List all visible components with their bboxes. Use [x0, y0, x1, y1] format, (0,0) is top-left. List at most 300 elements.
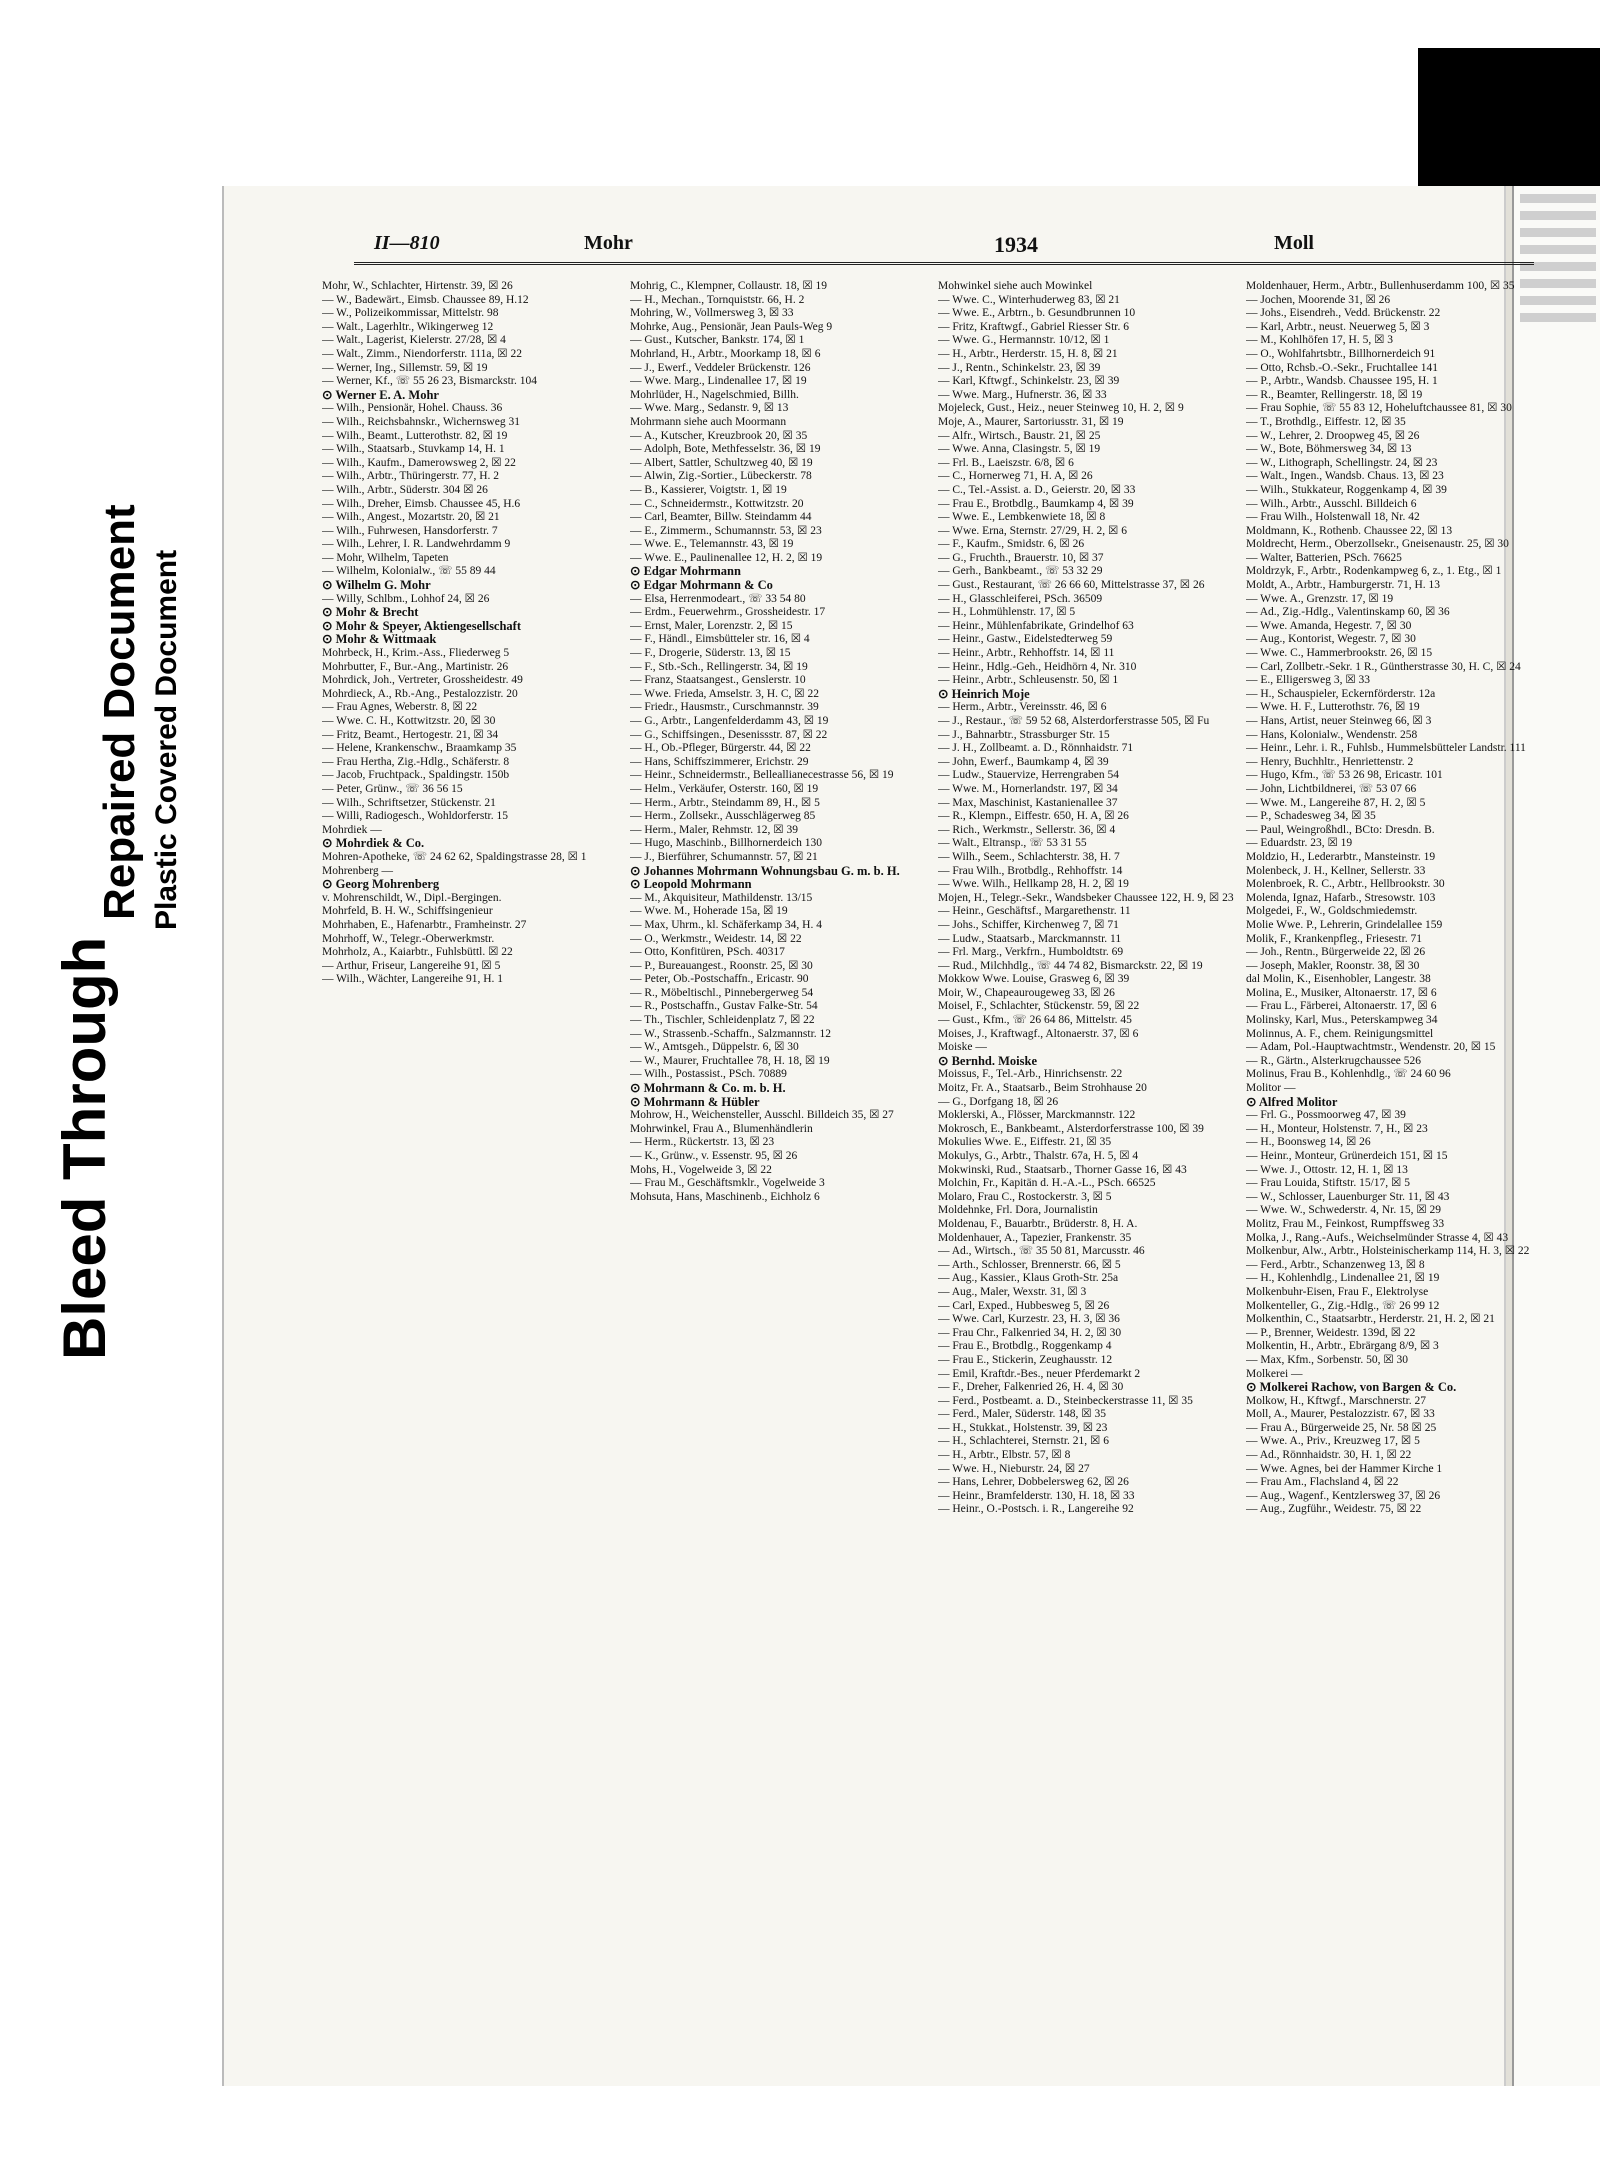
directory-entry: Mohren-Apotheke, ☏ 24 62 62, Spaldingstrasse 28, ☒ 1 [322, 850, 587, 863]
directory-entry: — Wilh., Arbtr., Süderstr. 304 ☒ 26 [322, 483, 488, 496]
directory-entry: — W., Lithograph, Schellingstr. 24, ☒ 23 [1246, 456, 1438, 469]
directory-entry: — Hugo, Maschinb., Billhornerdeich 130 [630, 837, 822, 850]
directory-entry: — H., Mechan., Tornquiststr. 66, H. 2 [630, 293, 805, 306]
directory-entry: — Wwe. Frieda, Amselstr. 3, H. C, ☒ 22 [630, 687, 819, 700]
directory-entry: — Jochen, Moorende 31, ☒ 26 [1246, 293, 1391, 306]
directory-entry: — Aug., Wagenf., Kentzlersweg 37, ☒ 26 [1246, 1489, 1441, 1502]
directory-entry: — Werner, Kf., ☏ 55 26 23, Bismarckstr. 104 [322, 375, 537, 388]
directory-entry: Mohrenberg — [322, 864, 394, 877]
directory-entry: Moje, A., Maurer, Sartoriusstr. 31, ☒ 19 [938, 415, 1124, 428]
directory-entry: — Wilh., Arbtr., Thüringerstr. 77, H. 2 [322, 470, 500, 483]
directory-entry: ⊙ Leopold Mohrmann [630, 877, 752, 892]
header-first-word: Mohr [584, 232, 633, 254]
directory-entry: v. Mohrenschildt, W., Dipl.-Bergingen. [322, 891, 502, 904]
directory-entry: Mohrow, H., Weichensteller, Ausschl. Billdeich 35, ☒ 27 [630, 1109, 894, 1122]
directory-entry: Moldehnke, Frl. Dora, Journalistin [938, 1204, 1098, 1217]
directory-entry: Molkenteller, G., Zig.-Hdlg., ☏ 26 99 12 [1246, 1299, 1440, 1312]
directory-entry: Mohrig, C., Klempner, Collaustr. 18, ☒ 19 [630, 280, 828, 292]
directory-entry: Molitz, Frau M., Feinkost, Rumpffsweg 33 [1246, 1217, 1445, 1230]
directory-entry: — Wilh., Wächter, Langereihe 91, H. 1 [322, 973, 503, 986]
directory-entry: — Adolph, Bote, Methfesselstr. 36, ☒ 19 [630, 443, 821, 456]
directory-entry: — Wilh., Postassist., PSch. 70889 [630, 1068, 787, 1081]
directory-entry: Molina, E., Musiker, Altonaerstr. 17, ☒ 6 [1246, 986, 1437, 999]
directory-entry: — T., Brothdlg., Eiffestr. 12, ☒ 35 [1246, 415, 1406, 428]
directory-entry: — Otto, Konfitüren, PSch. 40317 [630, 946, 785, 959]
directory-entry: — Wwe. Wilh., Hellkamp 28, H. 2, ☒ 19 [938, 878, 1129, 891]
directory-entry: — Heinr., Schneidermstr., Belleallianecestrasse 56, ☒ 19 [630, 769, 894, 782]
page-header [354, 232, 1534, 265]
directory-entry: — Gust., Restaurant, ☏ 26 66 60, Mittelstrasse 37, ☒ 26 [938, 579, 1205, 592]
directory-entry: — W., Amtsgeh., Düppelstr. 6, ☒ 30 [630, 1041, 799, 1054]
directory-entry: — Frl. G., Possmoorweg 47, ☒ 39 [1246, 1109, 1406, 1122]
directory-entry: Molkentin, H., Arbtr., Ebrärgang 8/9, ☒ 3 [1246, 1340, 1439, 1353]
directory-entry: Mohwinkel siehe auch Mowinkel [938, 280, 1093, 292]
directory-entry: — Ad., Zig.-Hdlg., Valentinskamp 60, ☒ 36 [1246, 606, 1450, 619]
directory-entry: — F., Stb.-Sch., Rellingerstr. 34, ☒ 19 [630, 660, 808, 673]
directory-entry: — Willi, Radiogesch., Wohldorferstr. 15 [322, 810, 508, 823]
directory-entry: — Wilh., Angest., Mozartstr. 20, ☒ 21 [322, 511, 500, 524]
directory-entry: — Wwe. C., Hammerbrookstr. 26, ☒ 15 [1246, 647, 1433, 660]
directory-entry: Moldmann, K., Rothenb. Chaussee 22, ☒ 13 [1246, 524, 1453, 537]
directory-entry: — Frau Sophie, ☏ 55 83 12, Hoheluftchaussee 81, ☒ 30 [1246, 402, 1512, 415]
directory-entry: — Emil, Kraftdr.-Bes., neuer Pferdemarkt 2 [938, 1367, 1141, 1380]
directory-entry: — F., Kaufm., Smidstr. 6, ☒ 26 [938, 538, 1085, 551]
header-last-word: Moll [1274, 232, 1314, 254]
directory-entry: — Gust., Kutscher, Bankstr. 174, ☒ 1 [630, 334, 805, 347]
directory-entry: — G., Dorfgang 18, ☒ 26 [938, 1095, 1059, 1108]
directory-entry: — G., Fruchth., Brauerstr. 10, ☒ 37 [938, 551, 1104, 564]
directory-entry: — H., Stukkat., Holstenstr. 39, ☒ 23 [938, 1421, 1108, 1434]
directory-entry: Molgedei, F., W., Goldschmiedemstr. [1246, 905, 1418, 918]
directory-entry: — Fritz, Beamt., Hertogestr. 21, ☒ 34 [322, 728, 499, 741]
directory-entry: — Friedr., Hausmstr., Curschmannstr. 39 [630, 701, 819, 714]
directory-entry: Moldzio, H., Lederarbtr., Mansteinstr. 19 [1246, 850, 1436, 863]
directory-entry: ⊙ Heinrich Moje [938, 686, 1030, 701]
directory-entry: — H., Monteur, Holstenstr. 7, H., ☒ 23 [1246, 1122, 1428, 1135]
directory-entry: — Wilh., Seem., Schlachterstr. 38, H. 7 [938, 850, 1120, 863]
directory-entry: — Carl, Zollbetr.-Sekr. 1 R., Güntherstrasse 30, H. C, ☒ 24 [1246, 660, 1521, 673]
directory-entry: — J., Rentn., Schinkelstr. 23, ☒ 39 [938, 361, 1101, 374]
directory-page [222, 186, 1530, 2086]
directory-entry: — Frau Am., Flachsland 4, ☒ 22 [1246, 1476, 1399, 1489]
directory-entry: — K., Grünw., v. Essenstr. 95, ☒ 26 [630, 1150, 798, 1162]
directory-entry: — Mohr, Wilhelm, Tapeten [322, 551, 449, 564]
directory-entry: — Alwin, Zig.-Sortier., Lübeckerstr. 78 [630, 470, 812, 483]
directory-entry: ⊙ Mohrmann & Co. m. b. H. [630, 1081, 786, 1096]
directory-entry: — C., Schneidermstr., Kottwitzstr. 20 [630, 497, 804, 510]
directory-entry: — Herm., Zollsekr., Ausschlägerweg 85 [630, 810, 816, 823]
directory-entry: Mojen, H., Telegr.-Sekr., Wandsbeker Chaussee 122, H. 9, ☒ 23 [938, 891, 1234, 904]
directory-entry: Moisel, F., Schlachter, Stückenstr. 59, ☒ 22 [938, 1000, 1140, 1013]
directory-entry: — Erdm., Feuerwehrm., Grossheidestr. 17 [630, 606, 826, 619]
directory-entry: Molitor — [1246, 1082, 1296, 1095]
directory-entry: — Wwe. Erna, Sternstr. 27/29, H. 2, ☒ 6 [938, 524, 1127, 537]
directory-entry: — Ernst, Maler, Lorenzstr. 2, ☒ 15 [630, 619, 793, 632]
directory-entry: — Frau A., Bürgerweide 25, Nr. 58 ☒ 25 [1246, 1421, 1437, 1434]
directory-entry: — J., Bierführer, Schumannstr. 57, ☒ 21 [630, 850, 818, 863]
directory-entry: Moitz, Fr. A., Staatsarb., Beim Strohhause 20 [938, 1082, 1147, 1095]
directory-entry: — Joh., Rentn., Bürgerweide 22, ☒ 26 [1246, 946, 1426, 959]
directory-entry: — Heinr., Monteur, Grünerdeich 151, ☒ 15 [1246, 1150, 1448, 1162]
directory-entry: — H., Schlachterei, Sternstr. 21, ☒ 6 [938, 1435, 1109, 1448]
directory-entry: — Frl. Marg., Verkfrn., Humboldtstr. 69 [938, 946, 1124, 959]
directory-entry: — R., Klempn., Eiffestr. 650, H. A, ☒ 26 [938, 810, 1129, 823]
directory-entry: — H., Boonsweg 14, ☒ 26 [1246, 1136, 1371, 1149]
directory-entry: Molka, J., Rang.-Aufs., Weichselmünder Strasse 4, ☒ 43 [1246, 1231, 1509, 1244]
directory-entry: — Henry, Buchhltr., Henriettenstr. 2 [1246, 755, 1414, 768]
directory-entry: — Wwe. Marg., Hufnerstr. 36, ☒ 33 [938, 388, 1107, 401]
directory-entry: — Adam, Pol.-Hauptwachtmstr., Wendenstr. 20, ☒ 15 [1246, 1041, 1496, 1054]
directory-entry: — H., Schauspieler, Eckernförderstr. 12a [1246, 687, 1436, 700]
directory-entry: — Max, Maschinist, Kastanienallee 37 [938, 796, 1118, 809]
directory-entry: — H., Arbtr., Elbstr. 57, ☒ 8 [938, 1449, 1071, 1462]
directory-entry: — H., Kohlenhdlg., Lindenallee 21, ☒ 19 [1246, 1272, 1440, 1285]
directory-entry: — Wwe. Agnes, bei der Hammer Kirche 1 [1246, 1462, 1443, 1475]
directory-entry: — Wwe. M., Hornerlandstr. 197, ☒ 34 [938, 782, 1118, 795]
directory-entry: — B., Kassierer, Voigtstr. 1, ☒ 19 [630, 483, 787, 496]
directory-entry: Molkow, H., Kftwgf., Marschnerstr. 27 [1246, 1394, 1427, 1407]
directory-entry: — Frau Wilh., Brotbdlg., Rehhoffstr. 14 [938, 864, 1123, 877]
directory-entry: — H., Glasschleiferei, PSch. 36509 [938, 592, 1103, 605]
directory-entry: — F., Händl., Eimsbütteler str. 16, ☒ 4 [630, 633, 810, 646]
directory-entry: — Frau E., Brotbdlg., Baumkamp 4, ☒ 39 [938, 497, 1134, 510]
directory-entry: — Karl, Kftwgf., Schinkelstr. 23, ☒ 39 [938, 375, 1120, 388]
directory-entry: — Paul, Weingroßhdl., BCto: Dresdn. B. [1246, 823, 1435, 836]
directory-entry: — Walter, Batterien, PSch. 76625 [1246, 551, 1402, 564]
directory-entry: — Arth., Schlosser, Brennerstr. 66, ☒ 5 [938, 1258, 1121, 1271]
directory-entry: Moiske — [938, 1041, 987, 1054]
directory-entry: — Wilh., Schriftsetzer, Stückenstr. 21 [322, 796, 496, 809]
directory-entry: — Wilh., Arbtr., Ausschl. Billdeich 6 [1246, 497, 1417, 510]
directory-entry: — Frau Hertha, Zig.-Hdlg., Schäferstr. 8 [322, 755, 510, 768]
directory-entry: ⊙ Georg Mohrenberg [322, 877, 440, 892]
directory-entry: — Wilh., Lehrer, I. R. Landwehrdamm 9 [322, 538, 511, 551]
directory-entry: Mohrhoff, W., Telegr.-Oberwerkmstr. [322, 932, 495, 945]
header-year: 1934 [994, 232, 1038, 257]
directory-entry: — Wilh., Stukkateur, Roggenkamp 4, ☒ 39 [1246, 483, 1447, 496]
directory-entry: — Willy, Schlbm., Lohhof 24, ☒ 26 [322, 592, 490, 605]
directory-entry: — Wilh., Beamt., Lutterothstr. 82, ☒ 19 [322, 429, 508, 442]
directory-entry: — Hans, Schiffszimmerer, Erichstr. 29 [630, 755, 809, 768]
directory-entry: — Wwe. Marg., Lindenallee 17, ☒ 19 [630, 375, 807, 388]
directory-entry: ⊙ Molkerei Rachow, von Bargen & Co. [1246, 1380, 1457, 1395]
directory-entry: — G., Arbtr., Langenfelderdamm 43, ☒ 19 [630, 715, 829, 727]
directory-entry: — Walt., Zimm., Niendorferstr. 111a, ☒ 22 [322, 347, 522, 360]
directory-entry: — R., Beamter, Rellingerstr. 18, ☒ 19 [1246, 388, 1423, 401]
directory-entry: — Arthur, Friseur, Langereihe 91, ☒ 5 [322, 959, 501, 972]
directory-entry: Moissus, F., Tel.-Arb., Hinrichsenstr. 22 [938, 1068, 1123, 1081]
directory-entry: Molenbeck, J. H., Kellner, Sellerstr. 33 [1246, 864, 1426, 877]
directory-entry: Molinus, Frau B., Kohlenhdlg., ☏ 24 60 96 [1246, 1068, 1451, 1081]
directory-entry: — E., Zimmerm., Schumannstr. 53, ☒ 23 [630, 524, 822, 537]
directory-entry: — P., Bureauangest., Roonstr. 25, ☒ 30 [630, 959, 813, 972]
directory-entry: ⊙ Edgar Mohrmann & Co [630, 578, 773, 593]
directory-entry: dal Molin, K., Eisenhobler, Langestr. 38 [1246, 973, 1431, 986]
directory-entry: — Elsa, Herrenmodeart., ☏ 33 54 80 [630, 592, 806, 605]
directory-entry: Mokulys, G., Arbtr., Thalstr. 67a, H. 5, ☒ 4 [938, 1150, 1139, 1162]
directory-entry: Molchin, Fr., Kapitän d. H.-A.-L., PSch. 66525 [938, 1177, 1156, 1190]
directory-entry: — Wwe. Carl, Kurzestr. 23, H. 3, ☒ 36 [938, 1313, 1120, 1326]
directory-entry: Molkenthin, C., Staatsarbtr., Herderstr. 21, H. 2, ☒ 21 [1246, 1313, 1495, 1326]
directory-entry: — Aug., Kontorist, Wegestr. 7, ☒ 30 [1246, 633, 1416, 646]
directory-entry: — Herm., Arbtr., Steindamm 89, H., ☒ 5 [630, 796, 820, 809]
directory-entry: — Wilh., Staatsarb., Stuvkamp 14, H. 1 [322, 443, 505, 456]
directory-entry: — F., Drogerie, Süderstr. 13, ☒ 15 [630, 647, 791, 660]
directory-entry: Mojeleck, Gust., Heiz., neuer Steinweg 10, H. 2, ☒ 9 [938, 402, 1184, 415]
directory-entry: — Wilh., Fuhrwesen, Hansdorferstr. 7 [322, 524, 498, 537]
directory-entry: Mohr, W., Schlachter, Hirtenstr. 39, ☒ 26 [322, 280, 513, 292]
directory-entry: — Wwe. E., Arbtrn., b. Gesundbrunnen 10 [938, 307, 1136, 320]
directory-entry: — Ferd., Arbtr., Schanzenweg 13, ☒ 8 [1246, 1258, 1425, 1271]
directory-entry: — R., Gärtn., Alsterkrugchaussee 526 [1246, 1054, 1422, 1067]
directory-entry: — Hugo, Kfm., ☏ 53 26 98, Ericastr. 101 [1246, 769, 1443, 782]
directory-entry: — Wwe. J., Ottostr. 12, H. 1, ☒ 13 [1246, 1163, 1408, 1176]
directory-entry: ⊙ Wilhelm G. Mohr [322, 578, 431, 593]
directory-entry: — G., Schiffsingen., Desenissstr. 87, ☒ 22 [630, 728, 828, 741]
directory-entry: — Heinr., Gastw., Eidelstedterweg 59 [938, 633, 1113, 646]
repaired-document-label: Repaired Document [95, 504, 144, 920]
directory-entry: ⊙ Mohr & Speyer, Aktiengesellschaft [322, 618, 522, 633]
directory-entry: Moldrzyk, F., Arbtr., Rodenkampweg 6, z., 1. Etg., ☒ 1 [1246, 565, 1502, 578]
directory-entry: — Walt., Ingen., Wandsb. Chaus. 13, ☒ 23 [1246, 470, 1444, 483]
directory-entry: — Hans, Lehrer, Dobbelersweg 62, ☒ 26 [938, 1476, 1129, 1489]
directory-entry: — Heinr., Hdlg.-Geh., Heidhörn 4, Nr. 310 [938, 660, 1137, 673]
directory-entry: — Hans, Kolonialw., Wendenstr. 258 [1246, 728, 1418, 741]
directory-entry: — H., Ob.-Pfleger, Bürgerstr. 44, ☒ 22 [630, 742, 811, 755]
directory-entry: Mohrbutter, F., Bur.-Ang., Martinistr. 26 [322, 660, 509, 673]
directory-entry: — Wwe. H. F., Lutterothstr. 76, ☒ 19 [1246, 701, 1420, 714]
directory-entry: — Johs., Schiffer, Kirchenweg 7, ☒ 71 [938, 918, 1119, 931]
directory-entry: Molkerei — [1246, 1367, 1303, 1380]
directory-entry: — Wwe. E., Telemannstr. 43, ☒ 19 [630, 538, 794, 551]
directory-entry: — Walt., Lagerist, Kielerstr. 27/28, ☒ 4 [322, 334, 506, 347]
directory-entry: Mohrke, Aug., Pensionär, Jean Pauls-Weg 9 [630, 320, 833, 333]
directory-entry: ⊙ Werner E. A. Mohr [322, 387, 439, 402]
directory-entry: — Frau L., Färberei, Altonaerstr. 17, ☒ 6 [1246, 1000, 1437, 1013]
directory-entry: Moklerski, A., Flösser, Marckmannstr. 122 [938, 1109, 1136, 1122]
directory-entry: — Jacob, Fruchtpack., Spaldingstr. 150b [322, 769, 510, 782]
directory-entry: — Rich., Werkmstr., Sellerstr. 36, ☒ 4 [938, 823, 1116, 836]
directory-entry: ⊙ Mohr & Wittmaak [322, 632, 437, 647]
directory-entry: — Wwe. Amanda, Hegestr. 7, ☒ 30 [1246, 619, 1412, 632]
directory-entry: — Helm., Verkäufer, Osterstr. 160, ☒ 19 [630, 782, 819, 795]
directory-entry: — R., Postschaffn., Gustav Falke-Str. 54 [630, 1000, 818, 1013]
directory-entry: — Ad., Rönnhaidstr. 30, H. 1, ☒ 22 [1246, 1449, 1412, 1462]
directory-columns [322, 280, 1562, 2060]
directory-entry: Molkenbuhr-Eisen, Frau F., Elektrolyse [1246, 1285, 1429, 1298]
directory-entry: — Frau E., Brotbdlg., Roggenkamp 4 [938, 1340, 1112, 1353]
directory-entry: — Wilhelm, Kolonialw., ☏ 55 89 44 [322, 565, 496, 578]
directory-entry: — Heinr., Mühlenfabrikate, Grindelhof 63 [938, 619, 1134, 632]
directory-entry: — Helene, Krankenschw., Braamkamp 35 [322, 742, 517, 755]
directory-entry: Molenbroek, R. C., Arbtr., Hellbrookstr. 30 [1246, 878, 1445, 891]
directory-entry: — E., Elligersweg 3, ☒ 33 [1246, 674, 1371, 687]
directory-entry: — Wwe. M., Hoherade 15a, ☒ 19 [630, 905, 788, 918]
directory-entry: — W., Polizeikommissar, Mittelstr. 98 [322, 307, 499, 320]
directory-entry: Mohrhaben, E., Hafenarbtr., Framheinstr. 27 [322, 918, 527, 931]
directory-entry: Molie Wwe. P., Lehrerin, Grindelallee 159 [1246, 918, 1443, 931]
directory-entry: — Alfr., Wirtsch., Baustr. 21, ☒ 25 [938, 429, 1101, 442]
directory-entry: — W., Bote, Böhmersweg 34, ☒ 13 [1246, 443, 1412, 456]
directory-entry: — Wwe. H., Nieburstr. 24, ☒ 27 [938, 1462, 1090, 1475]
directory-entry: — P., Brenner, Weidestr. 139d, ☒ 22 [1246, 1326, 1416, 1339]
directory-entry: — Carl, Exped., Hubbesweg 5, ☒ 26 [938, 1299, 1110, 1312]
directory-entry: — A., Kutscher, Kreuzbrook 20, ☒ 35 [630, 429, 808, 442]
directory-entry: — Herm., Arbtr., Vereinsstr. 46, ☒ 6 [938, 701, 1107, 714]
directory-entry: — Walt., Lagerhltr., Wikingerweg 12 [322, 320, 494, 333]
plastic-covered-label: Plastic Covered Document [150, 549, 183, 930]
directory-entry: — Ferd., Maler, Süderstr. 148, ☒ 35 [938, 1408, 1106, 1421]
directory-entry: — Wwe. G., Hermannstr. 10/12, ☒ 1 [938, 334, 1110, 347]
directory-entry: — Rud., Milchhdlg., ☏ 44 74 82, Bismarckstr. 22, ☒ 19 [938, 959, 1203, 972]
directory-entry: — J., Restaur., ☏ 59 52 68, Alsterdorferstrasse 505, ☒ Fu [938, 715, 1210, 727]
directory-entry: Moldenau, F., Bauarbtr., Brüderstr. 8, H. A. [938, 1217, 1138, 1230]
directory-entry: Mohring, W., Vollmersweg 3, ☒ 33 [630, 307, 794, 320]
directory-entry: — M., Akquisiteur, Mathildenstr. 13/15 [630, 891, 813, 904]
directory-entry: Moldrecht, Herm., Oberzollsekr., Gneisenaustr. 25, ☒ 30 [1246, 538, 1509, 551]
directory-entry: — Karl, Arbtr., neust. Neuerweg 5, ☒ 3 [1246, 320, 1430, 333]
directory-entry: — W., Badewärt., Eimsb. Chaussee 89, H.12 [322, 293, 529, 306]
directory-entry: Moldt, A., Arbtr., Hamburgerstr. 71, H. 13 [1246, 579, 1441, 592]
directory-entry: — H., Lohmühlenstr. 17, ☒ 5 [938, 606, 1076, 619]
directory-entry: — Walt., Eltransp., ☏ 53 31 55 [938, 837, 1087, 850]
directory-entry: — C., Hornerweg 71, H. A, ☒ 26 [938, 470, 1093, 483]
directory-entry: — P., Schadesweg 34, ☒ 35 [1246, 810, 1376, 823]
directory-entry: — Albert, Sattler, Schultzweg 40, ☒ 19 [630, 456, 813, 469]
directory-entry: — O., Werkmstr., Weidestr. 14, ☒ 22 [630, 932, 802, 945]
directory-entry: — W., Schlosser, Lauenburger Str. 11, ☒ 43 [1246, 1190, 1450, 1203]
directory-entry: — Eduardstr. 23, ☒ 19 [1246, 837, 1353, 850]
directory-entry: — J. H., Zollbeamt. a. D., Rönnhaidstr. 71 [938, 742, 1134, 755]
directory-entry: — J., Bahnarbtr., Strassburger Str. 15 [938, 728, 1110, 741]
directory-entry: Mohrdick, Joh., Vertreter, Grossheidestr. 49 [322, 674, 523, 687]
directory-entry: — Joseph, Makler, Roonstr. 38, ☒ 30 [1246, 959, 1420, 972]
directory-entry: ⊙ Bernhd. Moiske [938, 1053, 1038, 1068]
directory-entry: Mohrfeld, B. H. W., Schiffsingenieur [322, 905, 493, 918]
directory-entry: — Frau M., Geschäftsmklr., Vogelweide 3 [630, 1177, 825, 1190]
directory-entry: ⊙ Mohrmann & Hübler [630, 1094, 760, 1109]
directory-entry: — Th., Tischler, Schleidenplatz 7, ☒ 22 [630, 1014, 815, 1027]
directory-entry: — Fritz, Kraftwgf., Gabriel Riesser Str. 6 [938, 320, 1129, 333]
directory-entry: — Frau Wilh., Holstenwall 18, Nr. 42 [1246, 511, 1420, 524]
directory-entry: — Heinr., Arbtr., Schleusenstr. 50, ☒ 1 [938, 674, 1119, 687]
directory-entry: — Ad., Wirtsch., ☏ 35 50 81, Marcusstr. 46 [938, 1245, 1145, 1258]
directory-entry: — Heinr., Bramfelderstr. 130, H. 18, ☒ 33 [938, 1489, 1135, 1502]
directory-entry: — Aug., Kassier., Klaus Groth-Str. 25a [938, 1272, 1119, 1285]
directory-entry: — Frau Chr., Falkenried 34, H. 2, ☒ 30 [938, 1326, 1122, 1339]
directory-entry: Molinnus, A. F., chem. Reinigungsmittel [1246, 1027, 1434, 1040]
column-3 [938, 280, 1238, 2060]
directory-entry: — Carl, Beamter, Billw. Steindamm 44 [630, 511, 812, 524]
directory-entry: — Wilh., Dreher, Eimsb. Chaussee 45, H.6 [322, 497, 521, 510]
column-4 [1246, 280, 1546, 2060]
directory-entry: ⊙ Alfred Molitor [1246, 1094, 1338, 1109]
directory-entry: Molinsky, Karl, Mus., Peterskampweg 34 [1246, 1014, 1438, 1027]
directory-entry: — Wwe. E., Lembkenwiete 18, ☒ 8 [938, 511, 1106, 524]
directory-entry: — John, Lichtbildnerei, ☏ 53 07 66 [1246, 782, 1417, 795]
directory-entry: — Max, Kfm., Sorbenstr. 50, ☒ 30 [1246, 1353, 1409, 1366]
scan-border-top-right [1418, 48, 1600, 186]
directory-entry: — Ludw., Staatsarb., Marckmannstr. 11 [938, 932, 1122, 945]
directory-entry: Moises, J., Kraftwagf., Altonaerstr. 37, ☒ 6 [938, 1027, 1139, 1040]
directory-entry: — Wwe. W., Schwederstr. 4, Nr. 15, ☒ 29 [1246, 1204, 1442, 1217]
directory-entry: — Wwe. C. H., Kottwitzstr. 20, ☒ 30 [322, 715, 496, 727]
directory-entry: ⊙ Edgar Mohrmann [630, 564, 741, 579]
directory-entry: — R., Möbeltischl., Pinnebergerweg 54 [630, 986, 814, 999]
directory-entry: Mohrdiek — [322, 823, 382, 836]
directory-entry: — Heinr., Lehr. i. R., Fuhlsb., Hummelsbütteler Landstr. 111 [1246, 742, 1526, 755]
directory-entry: — Wilh., Kaufm., Damerowsweg 2, ☒ 22 [322, 456, 516, 469]
directory-entry: Mohrwinkel, Frau A., Blumenhändlerin [630, 1122, 813, 1135]
page-number: II—810 [374, 232, 440, 254]
directory-entry: — W., Strassenb.-Schaffn., Salzmannstr. 12 [630, 1027, 832, 1040]
directory-entry: — O., Wohlfahrtsbtr., Billhornerdeich 91 [1246, 347, 1436, 360]
directory-entry: — Frau E., Stickerin, Zeughausstr. 12 [938, 1353, 1113, 1366]
directory-entry: — Werner, Ing., Sillemstr. 59, ☒ 19 [322, 361, 488, 374]
column-1 [322, 280, 622, 2060]
directory-entry: — Wilh., Pensionär, Hohel. Chauss. 36 [322, 402, 503, 415]
directory-entry: — Max, Uhrm., kl. Schäferkamp 34, H. 4 [630, 918, 822, 931]
bleed-through-label: Bleed Through [51, 936, 118, 1360]
directory-entry: — Wwe. C., Winterhuderweg 83, ☒ 21 [938, 293, 1120, 306]
directory-entry: — C., Tel.-Assist. a. D., Geierstr. 20, ☒ 33 [938, 483, 1136, 496]
directory-entry: — Wwe. Marg., Sedanstr. 9, ☒ 13 [630, 402, 789, 415]
directory-entry: Mohrholz, A., Kaiarbtr., Fuhlsbüttl. ☒ 22 [322, 946, 513, 959]
directory-entry: Mokrosch, E., Bankbeamt., Alsterdorferstrasse 100, ☒ 39 [938, 1122, 1204, 1135]
directory-entry: — Herm., Maler, Rehmstr. 12, ☒ 39 [630, 823, 798, 836]
directory-entry: — Ferd., Postbeamt. a. D., Steinbeckerstrasse 11, ☒ 35 [938, 1394, 1193, 1407]
directory-entry: — H., Arbtr., Herderstr. 15, H. 8, ☒ 21 [938, 347, 1118, 360]
directory-entry: Molkenbur, Alw., Arbtr., Holsteinischerkamp 114, H. 3, ☒ 22 [1246, 1245, 1530, 1258]
directory-entry: Mohrland, H., Arbtr., Moorkamp 18, ☒ 6 [630, 347, 821, 360]
directory-entry: — Wwe. E., Paulinenallee 12, H. 2, ☒ 19 [630, 551, 823, 564]
directory-entry: — Wwe. M., Langereihe 87, H. 2, ☒ 5 [1246, 796, 1426, 809]
directory-entry: Moll, A., Maurer, Pestalozzistr. 67, ☒ 33 [1246, 1408, 1435, 1421]
directory-entry: Moldenhauer, A., Tapezier, Frankenstr. 35 [938, 1231, 1132, 1244]
directory-entry: Mohrdieck, A., Rb.-Ang., Pestalozzistr. 20 [322, 687, 518, 700]
directory-entry: Mohrbeck, H., Krim.-Ass., Fliederweg 5 [322, 647, 510, 660]
directory-entry: — Aug., Zugführ., Weidestr. 75, ☒ 22 [1246, 1503, 1422, 1516]
directory-entry: — Ludw., Stauervize, Herrengraben 54 [938, 769, 1119, 782]
directory-entry: Mokkow Wwe. Louise, Grasweg 6, ☒ 39 [938, 973, 1130, 986]
directory-entry: — Franz, Staatsangest., Genslerstr. 10 [630, 674, 806, 687]
directory-entry: ⊙ Johannes Mohrmann Wohnungsbau G. m. b. H. [630, 863, 900, 878]
directory-entry: ⊙ Mohr & Brecht [322, 605, 419, 620]
directory-entry: — Johs., Eisendreh., Vedd. Brückenstr. 22 [1246, 307, 1441, 320]
directory-entry: — Wwe. A., Grenzstr. 17, ☒ 19 [1246, 592, 1394, 605]
directory-entry: — Wilh., Reichsbahnskr., Wichernsweg 31 [322, 415, 520, 428]
directory-entry: — Wwe. Anna, Clasingstr. 5, ☒ 19 [938, 443, 1101, 456]
directory-entry: — Gerh., Bankbeamt., ☏ 53 32 29 [938, 565, 1103, 578]
directory-entry: Mohsuta, Hans, Maschinenb., Eichholz 6 [630, 1190, 820, 1203]
directory-entry: Molenda, Ignaz, Hafarb., Stresowstr. 103 [1246, 891, 1436, 904]
directory-entry: — F., Dreher, Falkenried 26, H. 4, ☒ 30 [938, 1381, 1124, 1394]
directory-entry: Mokwinski, Rud., Staatsarb., Thorner Gasse 16, ☒ 43 [938, 1163, 1187, 1176]
directory-entry: Mokulies Wwe. E., Eiffestr. 21, ☒ 35 [938, 1136, 1112, 1149]
directory-entry: — W., Maurer, Fruchtallee 78, H. 18, ☒ 19 [630, 1054, 830, 1067]
directory-entry: — W., Lehrer, 2. Droopweg 45, ☒ 26 [1246, 429, 1420, 442]
directory-entry: — Otto, Rchsb.-O.-Sekr., Fruchtallee 141 [1246, 361, 1438, 374]
directory-entry: — P., Arbtr., Wandsb. Chaussee 195, H. 1 [1246, 375, 1438, 388]
directory-entry: — Gust., Kfm., ☏ 26 64 86, Mittelstr. 45 [938, 1014, 1132, 1027]
directory-entry: ⊙ Mohrdiek & Co. [322, 836, 425, 851]
directory-entry: Moir, W., Chapeaurougeweg 33, ☒ 26 [938, 986, 1115, 999]
directory-entry: — M., Kohlhöfen 17, H. 5, ☒ 3 [1246, 334, 1394, 347]
directory-entry: — Frl. B., Laeiszstr. 6/8, ☒ 6 [938, 456, 1074, 469]
directory-entry: — Hans, Artist, neuer Steinweg 66, ☒ 3 [1246, 715, 1432, 727]
directory-entry: — Herm., Rückertstr. 13, ☒ 23 [630, 1136, 775, 1149]
directory-entry: Mohrlüder, H., Nagelschmied, Billh. [630, 388, 799, 401]
